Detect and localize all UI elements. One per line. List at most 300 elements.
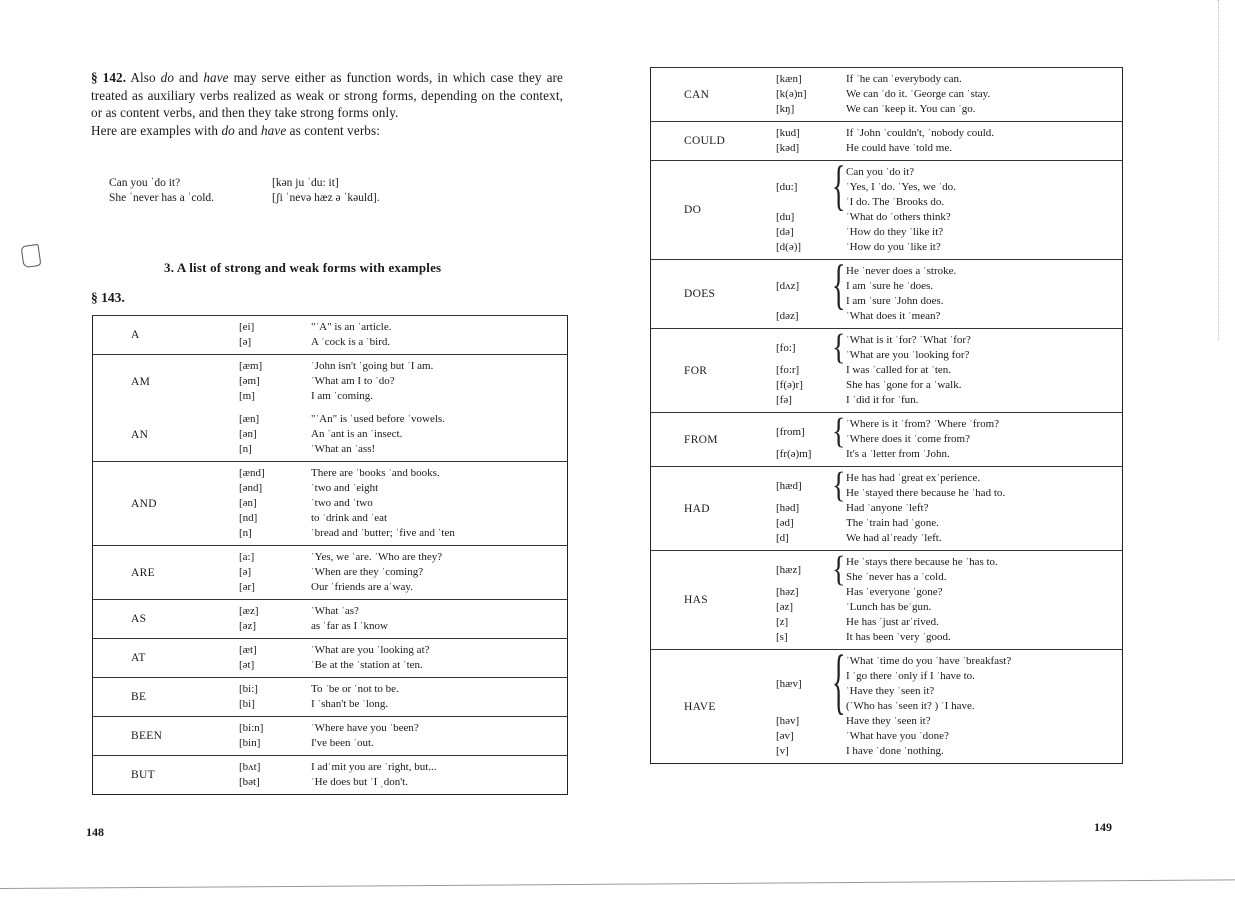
headword: AS bbox=[131, 613, 147, 625]
forms-cell bbox=[239, 355, 311, 409]
example-lines bbox=[846, 240, 941, 255]
example-lines bbox=[846, 309, 940, 324]
table-row bbox=[93, 756, 568, 795]
weak-form: [fr(ə)m] bbox=[776, 448, 812, 460]
example-line: Our ˈfriends are aˈway. bbox=[311, 581, 413, 593]
headword-cell bbox=[93, 639, 240, 678]
weak-form: [v] bbox=[776, 745, 789, 757]
form-row bbox=[776, 210, 1122, 225]
para-line2-have: have bbox=[260, 122, 287, 138]
form-row bbox=[776, 729, 1122, 744]
example-line: He ˈnever does a ˈstroke. bbox=[846, 265, 957, 277]
forms-cell bbox=[239, 717, 311, 756]
weak-form: [əm] bbox=[239, 375, 260, 387]
example-line: We can ˈkeep it. You can ˈgo. bbox=[846, 103, 976, 115]
weak-form: [əz] bbox=[239, 620, 257, 632]
form-row bbox=[776, 585, 1122, 600]
weak-form: [kæn] bbox=[776, 73, 802, 85]
table-row bbox=[93, 546, 568, 600]
example-line: He could have ˈtold me. bbox=[846, 142, 952, 154]
example-line: The ˈtrain had ˈgone. bbox=[846, 517, 939, 529]
table-row bbox=[93, 678, 568, 717]
curly-brace-icon: { bbox=[832, 255, 846, 316]
form-row bbox=[776, 309, 1122, 324]
weak-form: [s] bbox=[776, 631, 788, 643]
example-line: ˈbread and ˈbutter; ˈfive and ˈten bbox=[311, 527, 455, 539]
weak-form: [f(ə)r] bbox=[776, 379, 803, 391]
headword: AT bbox=[131, 652, 146, 664]
form-row bbox=[776, 126, 1122, 141]
headword: ARE bbox=[131, 566, 155, 579]
example-line: If ˈhe can ˈeverybody can. bbox=[846, 73, 962, 85]
section-number-143: § 143. bbox=[91, 290, 125, 305]
example-line: It has been ˈvery ˈgood. bbox=[846, 631, 951, 643]
example-line: Has ˈeveryone ˈgone? bbox=[846, 586, 943, 598]
example-lines bbox=[846, 600, 931, 615]
weak-form: [bi] bbox=[239, 698, 255, 710]
example-line: Can you ˈdo it? bbox=[846, 166, 915, 178]
headword-cell bbox=[651, 68, 777, 122]
example-line: ˈWhat is it ˈfor? ˈWhat ˈfor? bbox=[846, 334, 971, 346]
headword: HAD bbox=[684, 502, 710, 515]
headword-cell bbox=[93, 316, 240, 355]
curly-brace-icon: { bbox=[832, 411, 846, 452]
example-lines bbox=[846, 378, 961, 393]
weak-form: [fo:r] bbox=[776, 364, 800, 376]
weak-form: [hæv] bbox=[776, 677, 802, 690]
example-line: ˈWhat are you ˈlooking for? bbox=[846, 349, 970, 361]
table-row bbox=[93, 717, 568, 756]
table-row bbox=[651, 329, 1123, 413]
headword-cell bbox=[93, 355, 240, 409]
examples-cell bbox=[311, 408, 568, 462]
weak-form: [hæd] bbox=[776, 479, 802, 492]
form-row bbox=[776, 447, 1122, 462]
forms-cell bbox=[239, 316, 311, 355]
headword: AN bbox=[131, 428, 149, 441]
example-lines bbox=[846, 714, 931, 729]
form-row bbox=[776, 225, 1122, 240]
section-heading: 3. A list of strong and weak forms with examples bbox=[164, 260, 442, 275]
weak-form: [m] bbox=[239, 390, 255, 402]
example-line: I am ˈsure he ˈdoes. bbox=[846, 280, 934, 292]
example-line: "ˈA" is an ˈarticle. bbox=[311, 321, 392, 333]
forms-body-cell bbox=[776, 413, 1123, 467]
examples-cell bbox=[311, 462, 568, 546]
form-row bbox=[776, 516, 1122, 531]
weak-form: [z] bbox=[776, 616, 789, 628]
example-line: ˈWhat ˈtime do you ˈhave ˈbreakfast? bbox=[846, 655, 1012, 667]
example-lines bbox=[846, 471, 1005, 501]
example-lines bbox=[846, 630, 951, 645]
examples-cell bbox=[311, 600, 568, 639]
form-row bbox=[776, 141, 1122, 156]
weak-form: [a:] bbox=[239, 551, 255, 563]
form-row bbox=[776, 327, 1122, 368]
weak-form: [ænd] bbox=[239, 467, 265, 479]
example-lines bbox=[846, 501, 928, 516]
example-line: I am ˈsure ˈJohn does. bbox=[846, 295, 944, 307]
para-text-2: and bbox=[174, 70, 204, 85]
table-row bbox=[651, 413, 1123, 467]
headword-cell bbox=[651, 161, 777, 260]
weak-form: [bi:n] bbox=[239, 722, 264, 734]
para-text-3: may serve either as function words, in which case they are treated as auxiliary verbs realized as weak or strong forms, depending on the context, or as content verbs, and then they take strong forms only. bbox=[91, 70, 563, 120]
forms-body-cell bbox=[776, 68, 1123, 122]
headword: FOR bbox=[684, 364, 708, 377]
example-lines bbox=[846, 615, 939, 630]
table-row bbox=[651, 467, 1123, 551]
headword-cell bbox=[93, 717, 240, 756]
weak-form: [n] bbox=[239, 527, 252, 539]
forms-cell bbox=[239, 756, 311, 795]
example-sentence: She ˈnever has a ˈcold. bbox=[109, 192, 215, 204]
example-line: I am ˈcoming. bbox=[311, 390, 374, 402]
example-line: ˈWhere have you ˈbeen? bbox=[311, 722, 419, 734]
headword-cell bbox=[651, 650, 777, 764]
example-line: ˈtwo and ˈeight bbox=[311, 482, 379, 494]
para-line2-do: do bbox=[221, 122, 235, 138]
example-line: It's a ˈletter from ˈJohn. bbox=[846, 448, 950, 460]
forms-body-cell bbox=[776, 329, 1123, 413]
example-lines bbox=[846, 333, 971, 363]
curly-brace-icon: { bbox=[832, 549, 846, 590]
weak-form: [from] bbox=[776, 425, 805, 438]
form-row bbox=[776, 744, 1122, 759]
example-line: There are ˈbooks ˈand books. bbox=[311, 467, 440, 479]
form-row bbox=[776, 363, 1122, 378]
example-line: ˈWhat ˈas? bbox=[311, 605, 359, 617]
weak-form: [hæz] bbox=[776, 563, 802, 576]
para-text-have: have bbox=[203, 70, 229, 85]
para-line2-1: Here are examples with bbox=[91, 122, 222, 138]
headword: DOES bbox=[684, 288, 716, 300]
headword-cell bbox=[93, 408, 240, 462]
example-line: If ˈJohn ˈcouldn't, ˈnobody could. bbox=[846, 127, 995, 139]
forms-body-cell bbox=[776, 122, 1123, 161]
example-line: I adˈmit you are ˈright, but... bbox=[311, 761, 437, 773]
weak-form: [bət] bbox=[239, 776, 260, 788]
forms-cell bbox=[239, 546, 311, 600]
weak-form: [əz] bbox=[776, 601, 794, 613]
headword-cell bbox=[651, 413, 777, 467]
headword-cell bbox=[93, 678, 240, 717]
forms-cell bbox=[239, 408, 311, 462]
example-line: A ˈcock is a ˈbird. bbox=[311, 336, 391, 348]
weak-form: [ə] bbox=[239, 566, 252, 578]
forms-cell bbox=[239, 462, 311, 546]
example-lines bbox=[846, 393, 918, 408]
headword: A bbox=[131, 329, 140, 341]
weak-form: [ən] bbox=[239, 497, 257, 509]
ink-smudge-mark bbox=[21, 244, 42, 268]
example-line: We can ˈdo it. ˈGeorge can ˈstay. bbox=[846, 88, 991, 100]
weak-form: [ər] bbox=[239, 581, 255, 593]
table-row bbox=[93, 639, 568, 678]
example-line: ˈWhat does it ˈmean? bbox=[846, 310, 941, 322]
forms-body-cell bbox=[776, 467, 1123, 551]
example-line: I ˈgo there ˈonly if I ˈhave to. bbox=[846, 670, 975, 682]
weak-form: [dʌz] bbox=[776, 280, 800, 292]
table-row bbox=[651, 68, 1123, 122]
weak-form: [bʌt] bbox=[239, 761, 261, 773]
example-line: I ˈdid it for ˈfun. bbox=[846, 394, 919, 406]
example-line: ˈWhat have you ˈdone? bbox=[846, 730, 949, 742]
weak-form: [də] bbox=[776, 226, 794, 238]
example-line: to ˈdrink and ˈeat bbox=[311, 512, 388, 524]
headword-cell bbox=[651, 122, 777, 161]
table-row bbox=[93, 462, 568, 546]
example-transcription: [ʃi ˈnevə hæz ə ˈkəuld]. bbox=[272, 192, 380, 204]
weak-form: [həv] bbox=[776, 715, 800, 727]
examples-cell bbox=[311, 756, 568, 795]
example-line: ˈJohn isn't ˈgoing but ˈI am. bbox=[311, 360, 434, 372]
headword-cell bbox=[93, 462, 240, 546]
example-line: ˈBe at the ˈstation at ˈten. bbox=[311, 659, 423, 671]
example-lines bbox=[846, 555, 998, 585]
table-row bbox=[651, 122, 1123, 161]
page-number-right: 149 bbox=[1094, 820, 1112, 834]
example-line: ˈWhat do ˈothers think? bbox=[846, 211, 951, 223]
weak-form: [həd] bbox=[776, 502, 800, 514]
weak-form: [ə] bbox=[239, 336, 252, 348]
example-line: ˈHow do you ˈlike it? bbox=[846, 241, 941, 253]
example-line: ˈWhere is it ˈfrom? ˈWhere ˈfrom? bbox=[846, 418, 1000, 430]
page-edge-shadow bbox=[1208, 0, 1219, 340]
weak-form: [əv] bbox=[776, 730, 794, 742]
example-line: ˈI do. The ˈBrooks do. bbox=[846, 196, 945, 208]
form-row bbox=[776, 102, 1122, 117]
headword-cell bbox=[651, 260, 777, 329]
weak-form: [dəz] bbox=[776, 310, 799, 322]
weak-form: [k(ə)n] bbox=[776, 88, 807, 100]
weak-form: [du:] bbox=[776, 181, 798, 193]
example-line: She ˈnever has a ˈcold. bbox=[846, 571, 947, 583]
headword: BEEN bbox=[131, 730, 163, 742]
example-lines bbox=[846, 87, 990, 102]
example-line: I've been ˈout. bbox=[311, 737, 374, 749]
headword: COULD bbox=[684, 135, 726, 147]
weak-form: [d(ə)] bbox=[776, 241, 802, 253]
table-row bbox=[93, 408, 568, 462]
weak-form: [ei] bbox=[239, 321, 255, 333]
example-lines bbox=[846, 126, 994, 141]
form-row bbox=[776, 531, 1122, 546]
form-row bbox=[776, 501, 1122, 516]
weak-form: [kud] bbox=[776, 127, 800, 139]
form-row bbox=[776, 630, 1122, 645]
example-line: ˈYes, I ˈdo. ˈYes, we ˈdo. bbox=[846, 181, 956, 193]
weak-form: [kŋ] bbox=[776, 103, 795, 115]
example-line: (ˈWho has ˈseen it? ) ˈI have. bbox=[846, 700, 975, 712]
example-lines bbox=[846, 225, 943, 240]
weak-form: [ən] bbox=[239, 428, 257, 440]
headword-cell bbox=[93, 546, 240, 600]
weak-form: [bin] bbox=[239, 737, 261, 749]
forms-cell bbox=[239, 600, 311, 639]
example-lines bbox=[846, 72, 962, 87]
weak-forms-table-right bbox=[650, 67, 1123, 764]
form-row bbox=[776, 615, 1122, 630]
example-sentences bbox=[109, 176, 214, 206]
example-lines bbox=[846, 141, 952, 156]
example-lines bbox=[846, 417, 999, 447]
example-lines bbox=[846, 729, 949, 744]
example-lines bbox=[846, 654, 1011, 714]
para-line2-3: as content verbs: bbox=[286, 122, 381, 138]
forms-cell bbox=[239, 678, 311, 717]
headword: CAN bbox=[684, 88, 710, 101]
headword: HAVE bbox=[684, 700, 716, 713]
example-lines bbox=[846, 516, 939, 531]
example-line: He has ˈjust arˈrived. bbox=[846, 616, 939, 628]
example-line: We had alˈready ˈleft. bbox=[846, 532, 942, 544]
example-line: She has ˈgone for a ˈwalk. bbox=[846, 379, 962, 391]
examples-cell bbox=[311, 678, 568, 717]
example-line: ˈYes, we ˈare. ˈWho are they? bbox=[311, 551, 443, 563]
example-line: To ˈbe or ˈnot to be. bbox=[311, 683, 399, 695]
headword: AND bbox=[131, 497, 157, 510]
headword: HAS bbox=[684, 594, 708, 606]
example-line: He ˈstays there because he ˈhas to. bbox=[846, 556, 998, 568]
example-lines bbox=[846, 585, 943, 600]
weak-form: [ənd] bbox=[239, 482, 263, 494]
headword-cell bbox=[651, 551, 777, 650]
curly-brace-icon: { bbox=[832, 156, 846, 217]
headword-cell bbox=[93, 756, 240, 795]
example-line: ˈWhen are they ˈcoming? bbox=[311, 566, 424, 578]
form-row bbox=[776, 600, 1122, 615]
example-line: Have they ˈseen it? bbox=[846, 715, 931, 727]
example-line: ˈHave they ˈseen it? bbox=[846, 685, 935, 697]
example-line: An ˈant is an ˈinsect. bbox=[311, 428, 403, 440]
weak-form: [kəd] bbox=[776, 142, 800, 154]
para-text-1: Also bbox=[130, 70, 161, 85]
example-lines bbox=[846, 165, 956, 210]
forms-body-cell bbox=[776, 255, 1123, 329]
weak-form: [æm] bbox=[239, 360, 263, 372]
headword: FROM bbox=[684, 433, 718, 446]
form-row bbox=[776, 465, 1122, 506]
example-transcription: [kən ju ˈdu: it] bbox=[272, 177, 339, 189]
weak-form: [æz] bbox=[239, 605, 259, 617]
example-lines bbox=[846, 363, 951, 378]
curly-brace-icon: { bbox=[832, 327, 846, 368]
examples-cell bbox=[311, 316, 568, 355]
weak-form: [æn] bbox=[239, 413, 260, 425]
headword-cell bbox=[93, 600, 240, 639]
headword: BE bbox=[131, 691, 147, 703]
table-row bbox=[651, 551, 1123, 650]
weak-form: [fo:] bbox=[776, 341, 796, 354]
forms-body-cell bbox=[776, 551, 1123, 650]
weak-form: [n] bbox=[239, 443, 252, 455]
section-number-142: § 142. bbox=[91, 70, 127, 85]
example-line: He ˈstayed there because he ˈhad to. bbox=[846, 487, 1006, 499]
weak-form: [əd] bbox=[776, 517, 794, 529]
weak-form: [nd] bbox=[239, 512, 258, 524]
examples-cell bbox=[311, 546, 568, 600]
example-sentence: Can you ˈdo it? bbox=[109, 177, 181, 189]
example-lines bbox=[846, 264, 956, 309]
weak-form: [ət] bbox=[239, 659, 255, 671]
weak-form: [æt] bbox=[239, 644, 257, 656]
example-line: I have ˈdone ˈnothing. bbox=[846, 745, 944, 757]
example-line: as ˈfar as I ˈknow bbox=[311, 620, 388, 632]
table-row bbox=[93, 316, 568, 355]
example-line: ˈWhat an ˈass! bbox=[311, 443, 376, 455]
table-row bbox=[651, 260, 1123, 329]
headword: DO bbox=[684, 204, 702, 216]
weak-form: [fə] bbox=[776, 394, 792, 406]
paragraph-142 bbox=[91, 69, 563, 139]
para-text-do: do bbox=[160, 70, 175, 85]
example-line: ˈHow do they ˈlike it? bbox=[846, 226, 944, 238]
table-row bbox=[651, 161, 1123, 260]
book-bottom-edge bbox=[0, 879, 1235, 889]
table-row bbox=[651, 650, 1123, 764]
example-line: Had ˈanyone ˈleft? bbox=[846, 502, 929, 514]
example-line: I was ˈcalled for at ˈten. bbox=[846, 364, 952, 376]
example-lines bbox=[846, 744, 944, 759]
example-lines bbox=[846, 447, 950, 462]
example-lines bbox=[846, 210, 951, 225]
table-row bbox=[93, 355, 568, 409]
page-number-left: 148 bbox=[86, 825, 104, 839]
example-line: "ˈAn" is ˈused before ˈvowels. bbox=[311, 413, 445, 425]
example-line: ˈtwo and ˈtwo bbox=[311, 497, 373, 509]
headword-cell bbox=[651, 467, 777, 551]
table-row bbox=[93, 600, 568, 639]
weak-form: [bi:] bbox=[239, 683, 258, 695]
headword-cell bbox=[651, 329, 777, 413]
para-line2-2: and bbox=[234, 122, 261, 138]
form-row bbox=[776, 393, 1122, 408]
form-row bbox=[776, 714, 1122, 729]
form-row bbox=[776, 378, 1122, 393]
example-line: ˈLunch has beˈgun. bbox=[846, 601, 932, 613]
examples-cell bbox=[311, 717, 568, 756]
example-line: ˈWhere does it ˈcome from? bbox=[846, 433, 970, 445]
headword: AM bbox=[131, 375, 151, 388]
form-row bbox=[776, 549, 1122, 590]
forms-body-cell bbox=[776, 156, 1123, 260]
example-line: ˈHe does but ˈI ˌdon't. bbox=[311, 776, 408, 788]
weak-forms-table-left bbox=[92, 315, 568, 795]
weak-form: [d] bbox=[776, 532, 789, 544]
example-transcriptions bbox=[272, 176, 380, 206]
example-line: ˈWhat am I to ˈdo? bbox=[311, 375, 395, 387]
forms-cell bbox=[239, 639, 311, 678]
form-row bbox=[776, 72, 1122, 87]
example-lines bbox=[846, 102, 976, 117]
example-line: I ˈshan't be ˈlong. bbox=[311, 698, 389, 710]
weak-form: [du] bbox=[776, 211, 795, 223]
forms-body-cell bbox=[776, 642, 1123, 764]
headword: BUT bbox=[131, 769, 155, 781]
curly-brace-icon: { bbox=[832, 465, 846, 506]
example-line: He has had ˈgreat exˈperience. bbox=[846, 472, 981, 484]
example-line: ˈWhat are you ˈlooking at? bbox=[311, 644, 430, 656]
curly-brace-icon: { bbox=[832, 642, 846, 723]
weak-form: [həz] bbox=[776, 586, 799, 598]
examples-cell bbox=[311, 639, 568, 678]
form-row bbox=[776, 411, 1122, 452]
form-row bbox=[776, 87, 1122, 102]
examples-cell bbox=[311, 355, 568, 409]
form-row bbox=[776, 240, 1122, 255]
example-lines bbox=[846, 531, 942, 546]
